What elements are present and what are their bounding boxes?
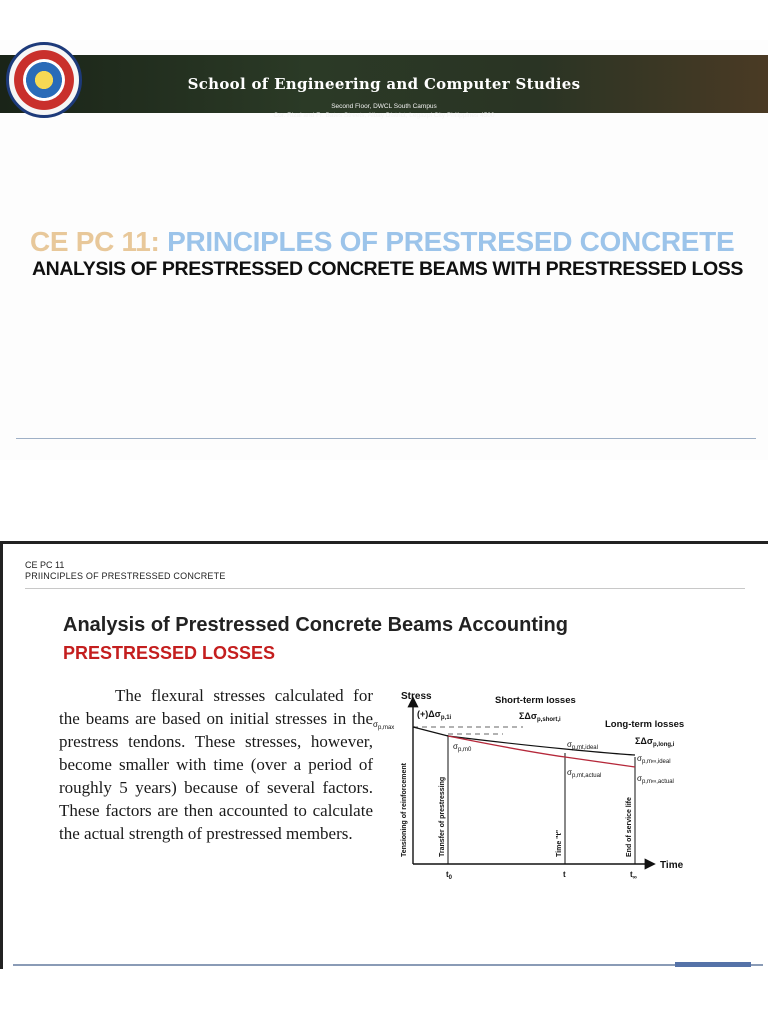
course-name: PRINCIPLES OF PRESTRESED CONCRETE	[167, 226, 735, 257]
sigma-pminf-ideal-label: $\sigma_{p,m\infty,ideal}$	[637, 754, 671, 765]
sigma-pminf-actual-label: $\sigma_{p,m\infty,actual}$	[637, 774, 674, 785]
college-seal-logo	[6, 42, 82, 118]
short-term-losses-label: Short-term losses	[495, 695, 576, 706]
x-axis-label: Time	[660, 860, 684, 871]
seal-emblem	[23, 59, 65, 101]
breadcrumb-course: CE PC 11	[25, 560, 65, 570]
tick-tinf: $t_\infty$	[630, 870, 637, 881]
course-title	[30, 226, 734, 258]
tick-t0: $t_0$	[446, 870, 453, 881]
tensioning-label: Tensioning of reinforcement	[401, 763, 408, 857]
slide-divider	[16, 438, 756, 439]
transfer-label: Transfer of prestressing	[439, 776, 446, 857]
long-term-losses-label: Long-term losses	[605, 719, 685, 730]
address-line-2: Cor. Rizal and Fr. Bates Streets, Albay District, Legazpi City Philippines 4500	[273, 112, 495, 119]
end-service-label: End of service life	[626, 797, 633, 857]
prestress-loss-diagram	[373, 689, 723, 894]
body-paragraph	[59, 684, 373, 845]
slide-heading: Analysis of Prestressed Concrete Beams Accounting	[63, 614, 568, 636]
sigma-pmt-actual-label: $\sigma_{p,mt,actual}$	[567, 768, 602, 779]
y-axis-label: Stress	[401, 691, 432, 702]
header-banner	[0, 55, 768, 119]
sigma-pmax-label: $\sigma_{p,max}$	[373, 720, 395, 731]
breadcrumb-title: PRIINCIPLES OF PRESTRESSED CONCRETE	[25, 571, 226, 581]
actual-stress-curve	[448, 736, 635, 767]
course-code: CE PC 11:	[30, 226, 168, 257]
slide-bottom-rule	[13, 964, 763, 966]
long-term-sum-label: ΣΔσ$_{p,long,i}$	[635, 736, 675, 748]
lecture-subtitle: ANALYSIS OF PRESTRESSED CONCRETE BEAMS WITH PRESTRESSED LOSS	[32, 258, 743, 280]
sigma-pm0-label: $\sigma_{p,m0}$	[453, 742, 472, 753]
address-line-1: Second Floor, DWCL South Campus	[331, 103, 437, 110]
title-slide	[0, 40, 768, 460]
delta-p1i-label: $(+)\Delta\sigma_{p,1i}$	[417, 709, 452, 721]
body-text: The flexural stresses calculated for the beams are based on initial stresses in the prestress tendons. These stresses, however, become smaller with time (over a period of roughly 5 years) because of several factors. These factors are then accounted to calculate the actual strength of prestressed members.	[59, 686, 373, 843]
time-t-label: Time "t"	[556, 829, 563, 857]
slide-subheading: PRESTRESSED LOSSES	[63, 643, 276, 663]
school-name: School of Engineering and Computer Studies	[187, 75, 581, 93]
slide-bottom-accent	[675, 962, 751, 967]
tick-t: t	[563, 870, 566, 879]
breadcrumb-divider	[25, 588, 745, 589]
sigma-pmt-ideal-label: $\sigma_{p,mt,ideal}$	[567, 740, 598, 751]
short-term-sum-label: ΣΔσ$_{p,short,i}$	[519, 711, 561, 723]
content-slide	[0, 541, 768, 969]
